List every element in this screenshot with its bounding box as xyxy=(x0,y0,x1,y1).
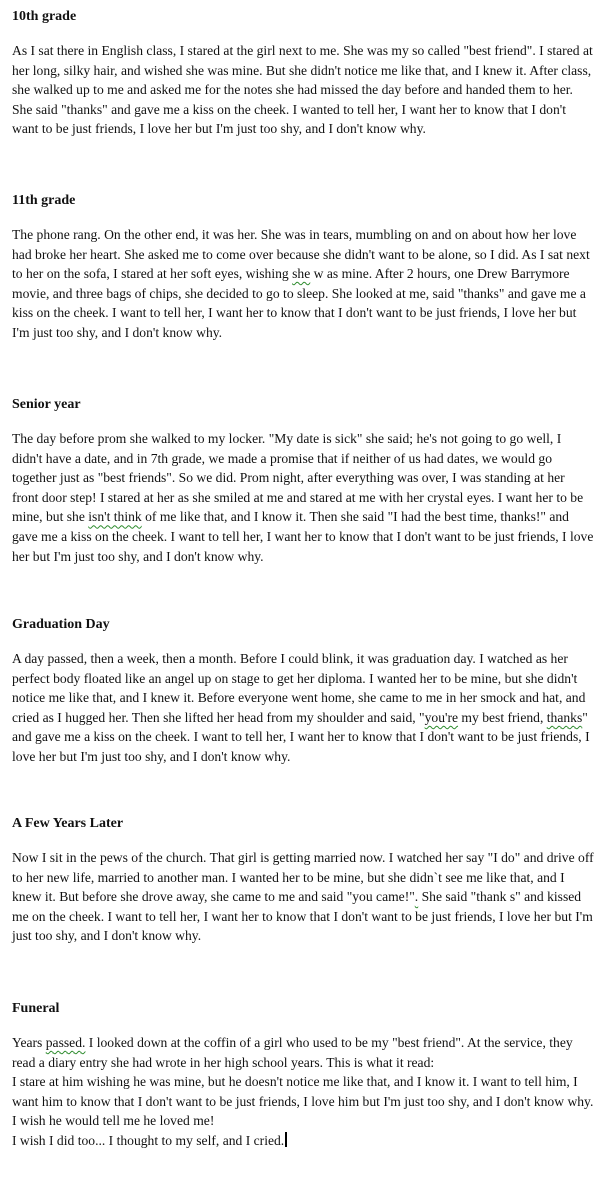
section-funeral xyxy=(12,1000,594,1151)
text-run: my best friend, xyxy=(458,709,547,725)
text-run: The day before prom she walked to my locker. "My date is sick" she said; he's not going to go well, I didn't have a date, and in 7th grade, we made a promise that if neither of us had dates, we would go together just as "best friends". So we did. Prom night, after everything was over, I was standing at her front door step! I stared at her as she smiled at me and stared at me with her crystal eyes. I want her to be mine, but she xyxy=(12,431,584,525)
section-heading: A Few Years Later xyxy=(12,816,124,831)
text-run: She said "thank s" and kissed me on the cheek. I want to tell her, I want her to know that I don't want to be just friends, I love her but I'm just too shy, and I don't know why. xyxy=(12,889,593,944)
spellcheck-underline: isn't think xyxy=(88,509,142,525)
text-run: A day passed, then a week, then a month. Before I could blink, it was graduation day. I watched as her perfect body floated like an angel up on stage to get her diploma. I wanted her to be mine, but she didn't notice me like that, and I knew it. Before everyone went home, she came to me in her smock and hat, and cried as I hugged her. Then she lifted her head from my shoulder and said, " xyxy=(12,651,586,725)
section-paragraph[interactable] xyxy=(12,848,594,946)
spellcheck-underline: you're xyxy=(424,709,459,725)
spellcheck-underline: she xyxy=(292,266,311,282)
section-heading: Funeral xyxy=(12,1001,60,1016)
text-run: " and gave me a kiss on the cheek. I want to tell her, I want her to know that I don't want to be just friends, I love her but I'm just too shy, and I don't know why. xyxy=(12,709,590,764)
text-run: Now I sit in the pews of the church. That girl is getting married now. I watched her say "I do" and drive off to her new life, married to another man. I wanted her to be mine, but she didn`t see me like that, and I knew it. But before she drove away, she came to me and said "you came!" xyxy=(12,850,594,905)
diary-entry: I stare at him wishing he was mine, but he doesn't notice me like that, and I know it. I want to tell him, I want him to know that I don't want to be just friends, I love him but I'm just too shy, and I don't know why. I wish he would tell me he loved me! xyxy=(12,1074,594,1129)
section-paragraph[interactable] xyxy=(12,225,594,343)
section-paragraph[interactable]: As I sat there in English class, I stared at the girl next to me. She was my so called "best friend". I stared at her long, silky hair, and wished she was mine. But she didn't notice me like that, and I knew it. After class, she walked up to me and asked me for the notes she had missed the day before and handed them to her. She said "thanks" and gave me a kiss on the cheek. I wanted to tell her, I want her to know that I don't want to be just friends, I love her but I'm just too shy, and I don't know why. xyxy=(12,43,593,137)
spellcheck-underline: . xyxy=(414,889,419,905)
section-senior-year xyxy=(12,396,594,566)
text-run: of me like that, and I know it. Then she said "I had the best time, thanks!" and gave me a kiss on the cheek. I want to tell her, I want her to know that I don't want to be just friends, I love her but I'm just too shy, and I don't know why. xyxy=(12,509,594,564)
section-heading: 10th grade xyxy=(12,9,77,24)
spellcheck-underline: thanks xyxy=(546,709,583,725)
text-cursor xyxy=(285,1132,287,1147)
section-graduation-day xyxy=(12,616,594,767)
section-paragraph[interactable] xyxy=(12,649,594,767)
text-run: Years xyxy=(12,1035,46,1050)
text-run: w as mine. After 2 hours, one Drew Barrymore movie, and three bags of chips, she decided to go to sleep. She looked at me, said "thanks" and gave me a kiss on the cheek. I want to tell her, I want her to know that I don't want to be just friends, I love her but I'm just too shy, and I don't know why. xyxy=(12,266,586,340)
section-heading: Graduation Day xyxy=(12,617,110,632)
text-run: I looked down at the coffin of a girl who used to be my "best friend". At the service, they read a diary entry she had wrote in her high school years. This is what it read: xyxy=(12,1035,573,1070)
spellcheck-underline: passed. xyxy=(45,1035,86,1050)
section-a-few-years-later xyxy=(12,815,594,946)
section-paragraph[interactable] xyxy=(12,429,594,566)
closing-line: I wish I did too... I thought to my self, and I cried. xyxy=(12,1132,285,1148)
text-run: The phone rang. On the other end, it was her. She was in tears, mumbling on and on about how her love had broke her heart. She asked me to come over because she didn't want to be alone, so I did. As I sat next to her on the sofa, I stared at her soft eyes, wishing xyxy=(12,227,590,282)
section-10th-grade xyxy=(12,8,594,139)
section-heading: 11th grade xyxy=(12,193,76,208)
section-heading: Senior year xyxy=(12,397,81,412)
section-11th-grade xyxy=(12,192,594,343)
section-paragraph[interactable] xyxy=(12,1033,594,1151)
